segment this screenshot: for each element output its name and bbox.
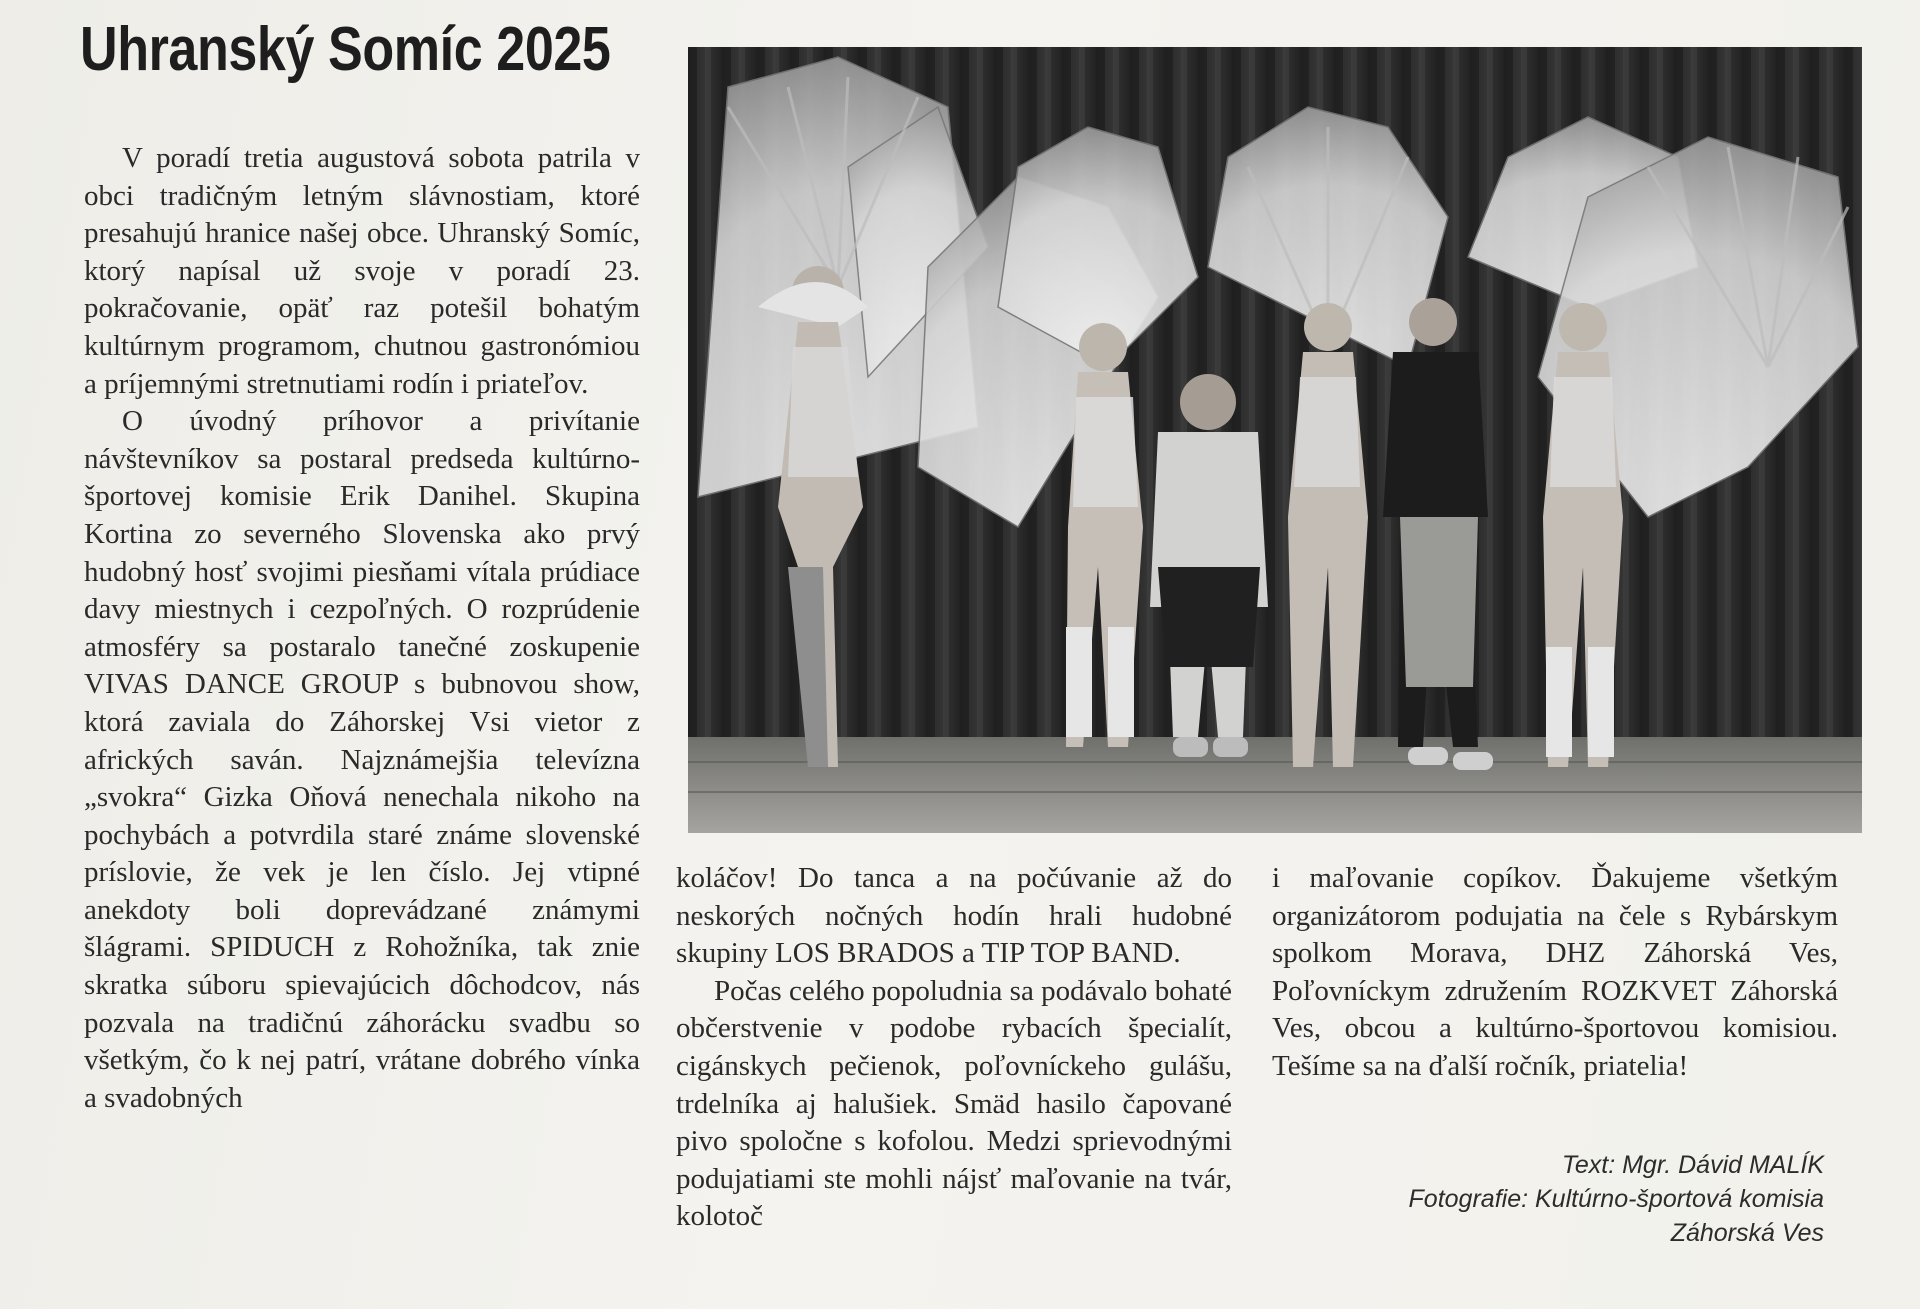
photo-credit: Fotografie: Kultúrno-športová komisia — [1408, 1185, 1824, 1213]
article-credits — [1409, 1148, 1824, 1250]
article-photo — [688, 47, 1862, 833]
stage-floor — [688, 737, 1862, 833]
article-column-2 — [676, 860, 1232, 1236]
article-title: Uhranský Somíc 2025 — [80, 15, 611, 84]
paragraph: koláčov! Do tanca a na počúvanie až do neskorých nočných hodín hrali hudobné skupiny LOS BRADOS a TIP TOP BAND. — [676, 862, 1232, 970]
paragraph: i maľovanie copíkov. Ďakujeme všetkým organizátorom podujatia na čele s Rybárskym spolkom Morava, DHZ Záhorská Ves, Poľovníckym združením ROZKVET Záhorská Ves, obcou a kultúrno-športovou komisiou. Tešíme sa na ďalší ročník, priatelia! — [1272, 862, 1838, 1082]
photo-credit-line2: Záhorská Ves — [1670, 1219, 1824, 1247]
article-column-3 — [1272, 860, 1838, 1086]
paragraph: V poradí tretia augustová sobota patrila v obci tradičným letným slávnostiam, ktoré presahujú hranice našej obce. Uhranský Somíc, ktorý napísal už svoje v poradí 23. pokračovanie, opäť raz potešil bohatým kultúrnym programom, chutnou gastronómiou a príjemnými stretnutiami rodín i priateľov. — [84, 142, 640, 400]
paragraph: O úvodný príhovor a privítanie návštevníkov sa postaral predseda kultúrno-športovej komisie Erik Danihel. Skupina Kortina zo severného Slovenska ako prvý hudobný hosť svojimi piesňami vítala prúdiace davy miestnych i cezpoľných. O rozprúdenie atmosféry sa postaralo tanečné zoskupenie VIVAS DANCE GROUP s bubnovou show, ktorá zaviala do Záhorskej Vsi vietor z afrických saván. Najznámejšia televízna „svokra“ Gizka Oňová nenechala nikoho na pochybách a potvrdila staré známe slovenské príslovie, že vek je len číslo. Jej vtipné anekdoty boli doprevádzané známymi šlágrami. SPIDUCH z Rohožníka, tak znie skratka súboru spievajúcich dôchodcov, nás pozvala na tradičnú záhorácku svadbu so všetkým, čo k nej patrí, vrátane dobrého vínka a svadobných — [84, 405, 640, 1114]
text-credit: Text: Mgr. Dávid MALÍK — [1561, 1151, 1824, 1179]
article-column-1 — [84, 140, 640, 1117]
paragraph: Počas celého popoludnia sa podávalo bohaté občerstvenie v podobe rybacích špecialít, cigánskych pečienok, poľovníckeho gulášu, trdelníka aj halušiek. Smäd hasilo čapované pivo spoločne s kofolou. Medzi sprievodnými podujatiami ste mohli nájsť maľovanie na tvár, kolotoč — [676, 974, 1232, 1233]
